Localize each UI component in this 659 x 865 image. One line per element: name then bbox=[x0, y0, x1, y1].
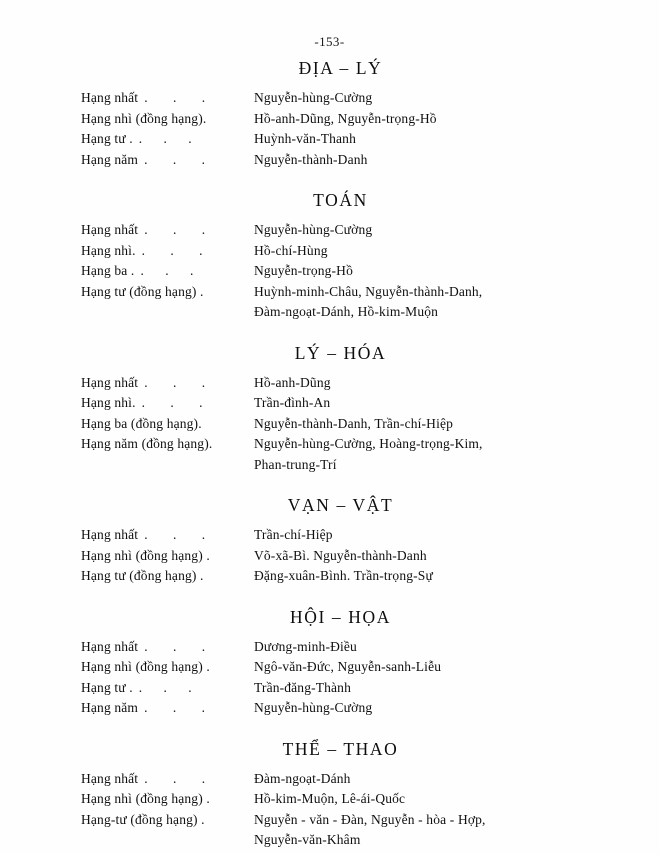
rank-label-cell bbox=[81, 769, 254, 790]
result-row-continuation bbox=[81, 455, 659, 476]
result-row bbox=[81, 546, 659, 567]
winner-names: Trần-chí-Hiệp bbox=[254, 527, 333, 542]
winner-names: Nguyễn-hùng-Cường, Hoàng-trọng-Kim, bbox=[254, 436, 483, 451]
result-row bbox=[81, 88, 659, 109]
rank-label-cell bbox=[81, 546, 254, 567]
result-row bbox=[81, 657, 659, 678]
winner-names: Nguyễn - văn - Đàn, Nguyễn - hòa - Hợp, bbox=[254, 811, 486, 827]
rank-label-cell bbox=[81, 241, 254, 262]
rank-label-cell bbox=[81, 657, 254, 678]
dot-leader: . . . bbox=[140, 263, 203, 278]
dot-leader: . . . bbox=[144, 374, 217, 390]
winner-names: Nguyễn-hùng-Cường bbox=[254, 700, 373, 715]
dot-leader: . . . bbox=[144, 222, 217, 237]
rank-label: Hạng nhì. bbox=[81, 242, 136, 258]
result-row bbox=[81, 261, 659, 282]
winner-names: Đặng-xuân-Bình. Trần-trọng-Sự bbox=[254, 568, 433, 583]
rank-label: Hạng năm (đồng hạng). bbox=[81, 436, 213, 451]
section-title: ĐỊA – LÝ bbox=[298, 58, 383, 78]
result-list bbox=[0, 88, 659, 170]
result-row bbox=[81, 698, 659, 719]
rank-label: Hạng nhất bbox=[81, 374, 139, 390]
winner-names: Nguyễn-hùng-Cường bbox=[254, 222, 373, 237]
winner-names: Hồ-anh-Dũng, Nguyễn-trọng-Hồ bbox=[254, 110, 437, 126]
rank-label-cell bbox=[81, 282, 254, 303]
page-number: -153- bbox=[314, 34, 345, 49]
winner-names: Huỳnh-văn-Thanh bbox=[254, 131, 356, 146]
dot-leader: . . . bbox=[144, 770, 217, 786]
result-row bbox=[81, 393, 659, 414]
section-ly-hoa bbox=[0, 343, 659, 476]
rank-label: Hạng nhì (đồng hạng) . bbox=[81, 791, 210, 806]
rank-label: Hạng ba . bbox=[81, 263, 135, 278]
winner-names: Ngô-văn-Đức, Nguyễn-sanh-Liễu bbox=[254, 659, 442, 674]
winner-names-continued: Phan-trung-Trí bbox=[254, 456, 337, 472]
result-row bbox=[81, 414, 659, 435]
section-title: HỘI – HỌA bbox=[290, 606, 391, 627]
result-row bbox=[81, 220, 659, 241]
section-title: THỂ – THAO bbox=[282, 738, 399, 759]
result-row bbox=[81, 810, 659, 831]
result-row-continuation bbox=[81, 302, 659, 323]
winner-names: Trần-đăng-Thành bbox=[254, 679, 351, 695]
winner-names: Hồ-chí-Hùng bbox=[254, 242, 328, 258]
result-list bbox=[0, 373, 659, 476]
rank-label: Hạng năm bbox=[81, 151, 139, 167]
result-row bbox=[81, 129, 659, 150]
dot-leader: . . . bbox=[141, 242, 214, 258]
winner-names: Nguyễn-thành-Danh bbox=[254, 151, 368, 167]
dot-leader: . . . bbox=[144, 90, 217, 105]
result-row bbox=[81, 789, 659, 810]
result-row-continuation bbox=[81, 830, 659, 851]
rank-label-cell bbox=[81, 393, 254, 414]
dot-leader: . . . bbox=[144, 700, 216, 715]
rank-label: Hạng tư (đồng hạng) . bbox=[81, 568, 204, 583]
rank-label-cell bbox=[81, 566, 254, 587]
rank-label-cell bbox=[81, 220, 254, 241]
result-row bbox=[81, 241, 659, 262]
rank-label-cell bbox=[81, 698, 254, 719]
result-row bbox=[81, 525, 659, 546]
winner-names: Dương-minh-Điều bbox=[254, 638, 357, 654]
dot-leader: . . . bbox=[138, 679, 201, 695]
rank-label: Hạng tư . bbox=[81, 679, 133, 695]
winner-names: Hồ-kim-Muộn, Lê-ái-Quốc bbox=[254, 791, 406, 806]
section-title: TOÁN bbox=[313, 190, 368, 210]
rank-label-cell bbox=[81, 789, 254, 810]
result-row bbox=[81, 434, 659, 455]
winner-names-continued: Nguyễn-văn-Khâm bbox=[254, 832, 361, 847]
winner-names-continued: Đàm-ngoạt-Dánh, Hồ-kim-Muộn bbox=[254, 304, 439, 319]
section-hoi-hoa bbox=[0, 607, 659, 719]
result-row bbox=[81, 373, 659, 394]
result-list bbox=[0, 637, 659, 719]
rank-label: Hạng tư . bbox=[81, 131, 133, 146]
rank-label: Hạng nhất bbox=[81, 770, 139, 786]
page-content bbox=[0, 58, 659, 865]
rank-label: Hạng tư (đồng hạng) . bbox=[81, 283, 204, 299]
winner-names: Nguyễn-trọng-Hồ bbox=[254, 263, 353, 278]
section-title: VẠN – VẬT bbox=[287, 495, 394, 515]
winner-names: Đàm-ngoạt-Dánh bbox=[254, 770, 351, 786]
section-title: LÝ – HÓA bbox=[294, 342, 387, 363]
result-list bbox=[0, 525, 659, 587]
dot-leader: . . . bbox=[144, 638, 217, 654]
rank-label: Hạng năm bbox=[81, 700, 139, 715]
result-list bbox=[0, 220, 659, 323]
rank-label-cell bbox=[81, 129, 254, 150]
rank-label-cell bbox=[81, 414, 254, 435]
rank-label-cell bbox=[81, 109, 254, 130]
result-row bbox=[81, 109, 659, 130]
rank-label-cell bbox=[81, 261, 254, 282]
rank-label: Hạng nhất bbox=[81, 222, 139, 237]
winner-names: Trần-đình-An bbox=[254, 395, 331, 410]
winner-names: Nguyễn-thành-Danh, Trần-chí-Hiệp bbox=[254, 415, 454, 431]
section-toan bbox=[0, 190, 659, 323]
result-row bbox=[81, 637, 659, 658]
winner-names: Nguyễn-hùng-Cường bbox=[254, 90, 373, 105]
rank-label: Hạng nhất bbox=[81, 638, 139, 654]
rank-label-cell bbox=[81, 434, 254, 455]
result-list bbox=[0, 769, 659, 851]
rank-label: Hạng nhì. bbox=[81, 395, 136, 410]
dot-leader: . . . bbox=[138, 131, 201, 146]
rank-label: Hạng-tư (đồng hạng) . bbox=[81, 811, 205, 827]
rank-label-cell bbox=[81, 637, 254, 658]
result-row bbox=[81, 769, 659, 790]
dot-leader: . . . bbox=[144, 527, 217, 542]
rank-label: Hạng ba (đồng hạng). bbox=[81, 415, 202, 431]
rank-label-cell bbox=[81, 678, 254, 699]
result-row bbox=[81, 678, 659, 699]
rank-label: Hạng nhất bbox=[81, 527, 139, 542]
result-row bbox=[81, 150, 659, 171]
result-row bbox=[81, 566, 659, 587]
result-row bbox=[81, 282, 659, 303]
section-van-vat bbox=[0, 495, 659, 587]
rank-label: Hạng nhất bbox=[81, 90, 139, 105]
section-the-thao bbox=[0, 739, 659, 851]
winner-names: Hồ-anh-Dũng bbox=[254, 374, 331, 390]
rank-label-cell bbox=[81, 373, 254, 394]
dot-leader: . . . bbox=[141, 395, 214, 410]
rank-label-cell bbox=[81, 525, 254, 546]
rank-label: Hạng nhì (đồng hạng). bbox=[81, 110, 207, 126]
winner-names: Võ-xã-Bì. Nguyễn-thành-Danh bbox=[254, 547, 427, 563]
rank-label-cell bbox=[81, 810, 254, 831]
rank-label-cell bbox=[81, 150, 254, 171]
section-dia-ly bbox=[0, 58, 659, 170]
rank-label-cell bbox=[81, 88, 254, 109]
winner-names: Huỳnh-minh-Châu, Nguyễn-thành-Danh, bbox=[254, 283, 483, 299]
rank-label: Hạng nhì (đồng hạng) . bbox=[81, 659, 210, 674]
dot-leader: . . . bbox=[144, 151, 216, 167]
rank-label: Hạng nhì (đồng hạng) . bbox=[81, 547, 210, 563]
